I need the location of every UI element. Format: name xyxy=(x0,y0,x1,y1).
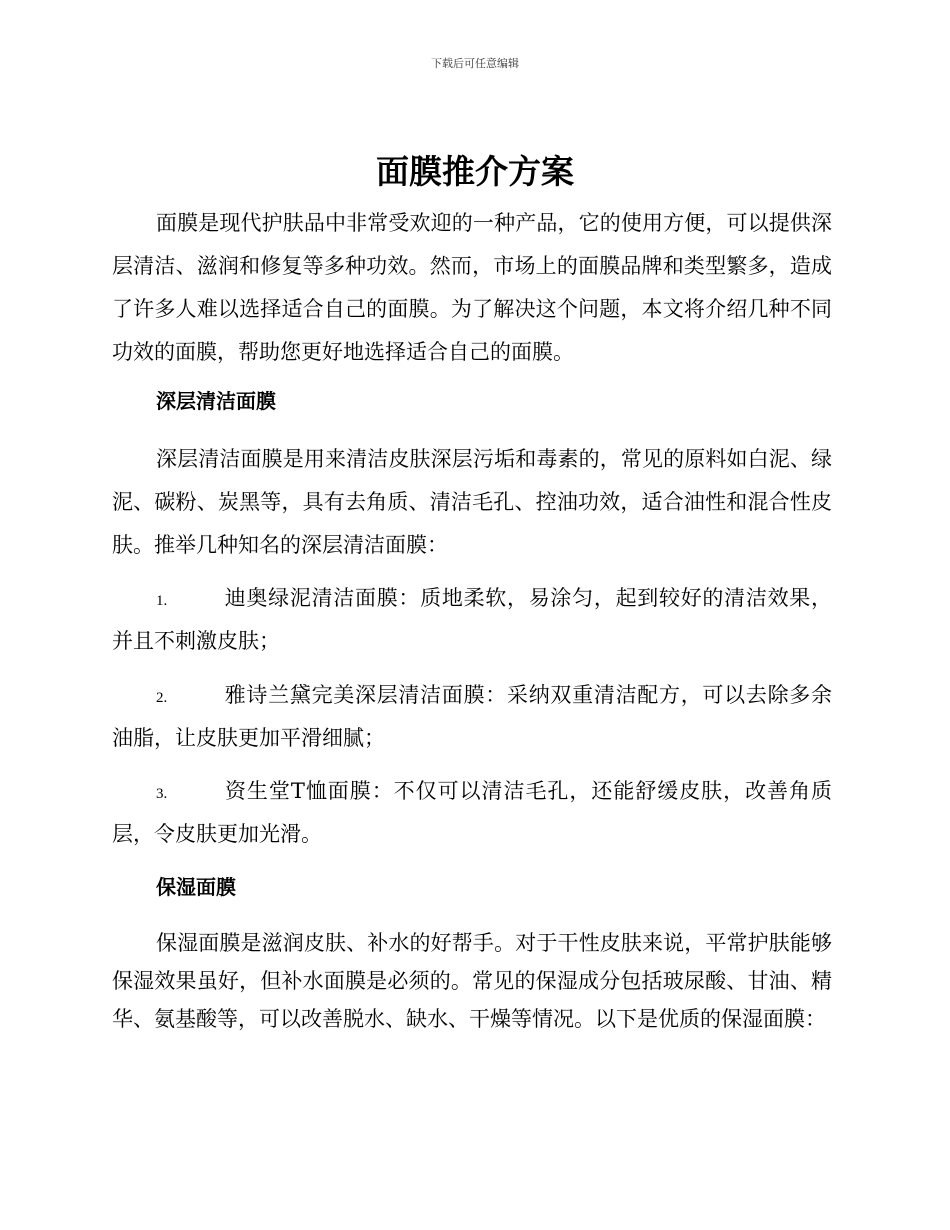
list-item xyxy=(112,578,832,661)
list-number: 2. xyxy=(156,690,168,706)
list-number: 3. xyxy=(156,786,168,802)
section-heading-moisturizing: 保湿面膜 xyxy=(156,875,236,899)
section-heading-deep-cleansing: 深层清洁面膜 xyxy=(156,389,276,413)
section-body-deep-cleansing: 深层清洁面膜是用来清洁皮肤深层污垢和毒素的，常见的原料如白泥、绿泥、碳粉、炭黑等，具有去角质、清洁毛孔、控油功效，适合油性和混合性皮肤。推举几种知名的深层清洁面膜： xyxy=(112,447,832,557)
document-title: 面膜推介方案 xyxy=(376,152,574,191)
list-item xyxy=(112,771,832,854)
list-text: 资生堂T恤面膜：不仅可以清洁毛孔，还能舒缓皮肤，改善角质层，令皮肤更加光滑。 xyxy=(112,779,832,846)
list-text: 雅诗兰黛完美深层清洁面膜：采纳双重清洁配方，可以去除多余油脂，让皮肤更加平滑细腻； xyxy=(112,683,832,750)
list-text: 迪奥绿泥清洁面膜：质地柔软，易涂匀，起到较好的清洁效果，并且不刺激皮肤； xyxy=(112,586,832,653)
list-number: 1. xyxy=(156,593,168,609)
intro-paragraph: 面膜是现代护肤品中非常受欢迎的一种产品，它的使用方便，可以提供深层清洁、滋润和修复等多种功效。然而，市场上的面膜品牌和类型繁多，造成了许多人难以选择适合自己的面膜。为了解决这个问题，本文将介绍几种不同功效的面膜，帮助您更好地选择适合自己的面膜。 xyxy=(112,211,832,364)
list-item xyxy=(112,675,832,758)
header-note: 下载后可任意编辑 xyxy=(431,57,519,70)
section-body-moisturizing: 保湿面膜是滋润皮肤、补水的好帮手。对于干性皮肤来说，平常护肤能够保湿效果虽好，但补水面膜是必须的。常见的保湿成分包括玻尿酸、甘油、精华、氨基酸等，可以改善脱水、缺水、干燥等情况。以下是优质的保湿面膜： xyxy=(112,931,832,1031)
